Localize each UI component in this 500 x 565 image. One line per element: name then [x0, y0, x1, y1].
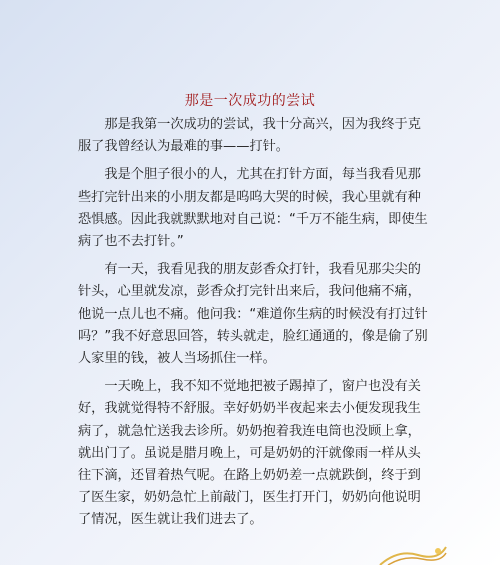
- essay-body: [78, 114, 434, 538]
- essay-paragraph-2: 我是个胆子很小的人，尤其在打针方面，每当我看见那些打完针出来的小朋友都是呜呜大哭的时候，我心里就有种恐惧感。因此我就默默地对自己说：“千万不能生病，即使生病了也不去打针。”: [78, 167, 428, 250]
- decorative-corner-ornament: [378, 543, 448, 565]
- essay-paragraph-1: 那是我第一次成功的尝试，我十分高兴，因为我终于克服了我曾经认为最难的事——打针。: [78, 117, 421, 155]
- essay-title: 那是一次成功的尝试: [184, 93, 316, 109]
- essay-paragraph-4: 一天晚上，我不知不觉地把被子踢掉了，窗户也没有关好，我就觉得特不舒服。幸好奶奶半夜起来去小便发现我生病了，就急忙送我去诊所。奶奶抱着我连电筒也没顾上拿，就出门了。虽说是腊月晚上，可是奶奶的汗就像雨一样从头往下滴，还冒着热气呢。在路上奶奶差一点就跌倒，终于到了医生家，奶奶急忙上前敲门，医生打开门，奶奶向他说明了情况，医生就让我们进去了。: [78, 379, 421, 528]
- essay-paragraph-3: 有一天，我看见我的朋友彭香众打针，我看见那尖尖的针头，心里就发凉，彭香众打完针出来后，我问他痛不痛，他说一点儿也不痛。他问我：“难道你生病的时候没有打过针吗？”我不好意思回答，转头就走，脸红通通的，像是偷了别人家里的钱，被人当场抓住一样。: [78, 262, 428, 367]
